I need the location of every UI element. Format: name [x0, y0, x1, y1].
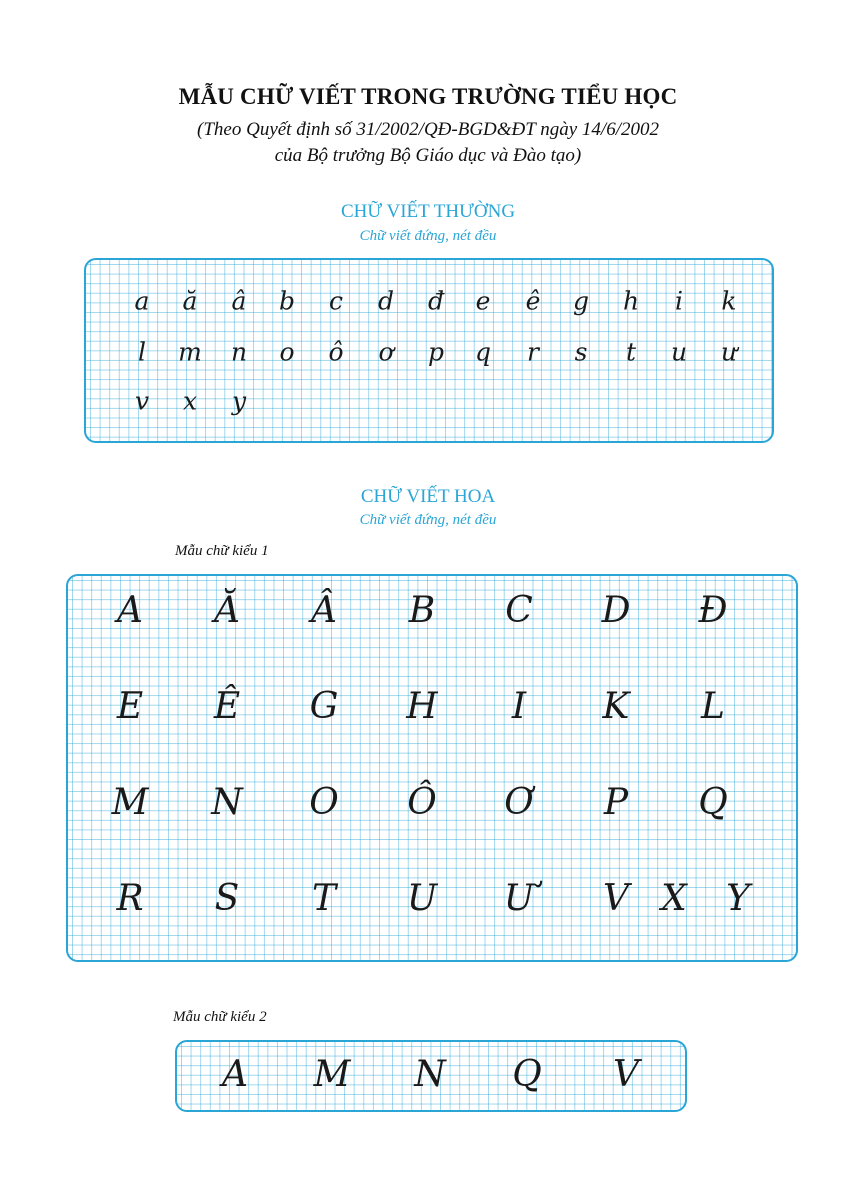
letter-sample: L: [701, 686, 725, 727]
decision-reference-line1: (Theo Quyết định số 31/2002/QĐ-BGD&ĐT ngày 14/6/2002: [197, 119, 659, 140]
letter-sample: M: [313, 1054, 351, 1095]
letter-sample: O: [309, 782, 339, 823]
letter-sample: ê: [525, 286, 541, 316]
letter-sample: Ơ: [504, 782, 534, 823]
lowercase-letter-grid: [84, 258, 774, 443]
uppercase-section-subheading: Chữ viết đứng, nét đều: [359, 512, 497, 528]
letter-sample: E: [116, 686, 144, 727]
letter-sample: h: [622, 286, 640, 316]
style1-label: Mẫu chữ kiểu 1: [175, 543, 269, 559]
letter-sample: M: [111, 782, 149, 823]
letter-sample: q: [474, 337, 492, 367]
page-title: MẪU CHỮ VIẾT TRONG TRƯỜNG TIỂU HỌC: [178, 84, 678, 109]
letter-sample: x: [182, 386, 198, 416]
letter-sample: o: [279, 337, 295, 367]
letter-sample: D: [601, 590, 631, 631]
letter-sample: Ă: [214, 590, 240, 631]
letter-sample: T: [311, 878, 337, 919]
letter-sample: G: [309, 686, 339, 727]
lowercase-section-subheading: Chữ viết đứng, nét đều: [359, 228, 497, 244]
letter-sample: v: [134, 386, 150, 416]
letter-sample: t: [625, 337, 637, 367]
letter-sample: e: [475, 286, 491, 316]
letter-sample: u: [670, 337, 688, 367]
letter-sample: â: [231, 286, 247, 316]
letter-sample: Ư: [503, 878, 535, 919]
letter-sample: V: [603, 878, 629, 919]
letter-sample: p: [427, 337, 445, 367]
letter-sample: n: [230, 337, 248, 367]
letter-sample: d: [377, 286, 395, 316]
letter-sample: y: [231, 386, 247, 416]
letter-sample: Y: [726, 878, 750, 919]
letter-sample: b: [278, 286, 296, 316]
letter-sample: a: [134, 286, 150, 316]
letter-sample: C: [505, 590, 533, 631]
letter-sample: ă: [182, 286, 198, 316]
letter-sample: c: [328, 286, 344, 316]
letter-sample: U: [406, 878, 438, 919]
letter-sample: r: [527, 337, 539, 367]
letter-sample: V: [613, 1054, 639, 1095]
letter-sample: X: [661, 878, 687, 919]
letter-sample: Â: [311, 590, 337, 631]
letter-sample: m: [178, 337, 202, 367]
letter-sample: S: [214, 878, 240, 919]
letter-sample: Ô: [407, 782, 437, 823]
letter-sample: Q: [512, 1054, 542, 1095]
letter-sample: P: [603, 782, 629, 823]
letter-sample: l: [138, 337, 146, 367]
letter-sample: Đ: [698, 590, 728, 631]
letter-sample: Ê: [213, 686, 241, 727]
letter-sample: s: [574, 337, 588, 367]
letter-sample: Q: [698, 782, 728, 823]
letter-sample: N: [211, 782, 243, 823]
letter-sample: I: [511, 686, 527, 727]
letter-sample: A: [117, 590, 143, 631]
uppercase-section-heading: CHỮ VIẾT HOA: [360, 486, 496, 507]
letter-sample: N: [414, 1054, 446, 1095]
letter-sample: g: [572, 286, 590, 316]
letter-sample: ô: [328, 337, 344, 367]
letter-sample: ơ: [378, 337, 394, 367]
letter-sample: i: [675, 286, 683, 316]
letter-sample: R: [116, 878, 144, 919]
style2-label: Mẫu chữ kiểu 2: [173, 1009, 267, 1025]
letter-sample: k: [721, 286, 737, 316]
uppercase-style2-grid: [175, 1040, 687, 1112]
letter-sample: K: [602, 686, 630, 727]
letter-sample: A: [222, 1054, 248, 1095]
decision-reference-line2: của Bộ trưởng Bộ Giáo dục và Đào tạo): [274, 145, 582, 166]
letter-sample: đ: [427, 286, 445, 316]
uppercase-style1-grid: [66, 574, 798, 962]
letter-sample: B: [408, 590, 436, 631]
letter-sample: H: [406, 686, 438, 727]
letter-sample: ư: [720, 337, 738, 367]
lowercase-section-heading: CHỮ VIẾT THƯỜNG: [340, 201, 516, 222]
